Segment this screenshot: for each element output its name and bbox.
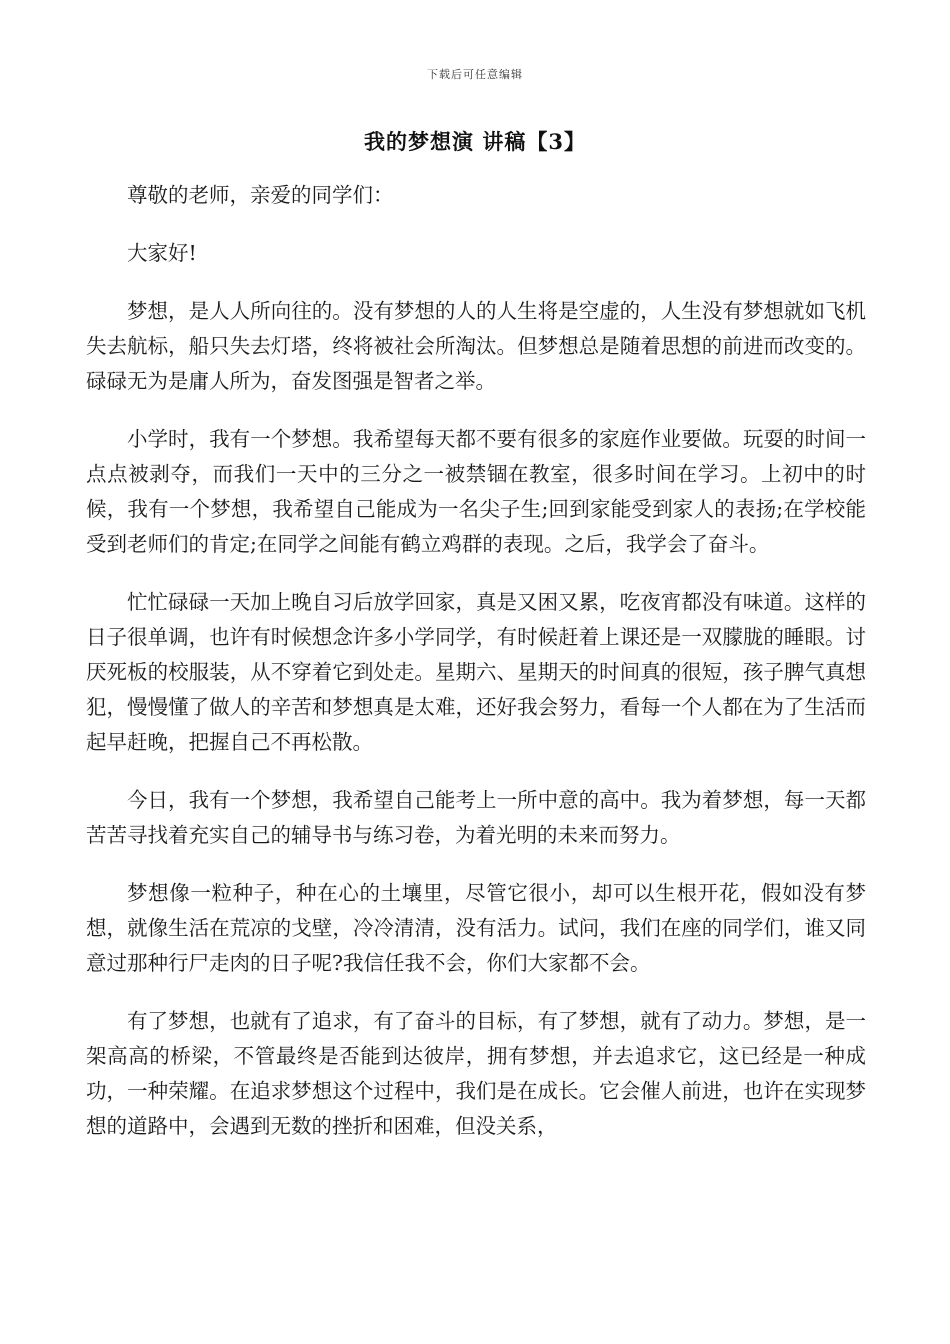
paragraph: 今日，我有一个梦想，我希望自己能考上一所中意的高中。我为着梦想，每一天都苦苦寻找着充实自己的辅导书与练习卷，为着光明的未来而努力。: [86, 788, 866, 847]
header-note: 下载后可任意编辑: [427, 68, 523, 81]
paragraph: 有了梦想，也就有了追求，有了奋斗的目标，有了梦想，就有了动力。梦想，是一架高高的桥梁，不管最终是否能到达彼岸，拥有梦想，并去追求它，这已经是一种成功，一种荣耀。在追求梦想这个过程中，我们是在成长。它会催人前进，也许在实现梦想的道路中，会遇到无数的挫折和困难，但没关系，: [86, 1009, 866, 1138]
paragraph: 梦想像一粒种子，种在心的土壤里，尽管它很小，却可以生根开花，假如没有梦想，就像生活在荒凉的戈壁，冷冷清清，没有活力。试问，我们在座的同学们，谁又同意过那种行尸走肉的日子呢?我信任我不会，你们大家都不会。: [86, 881, 866, 975]
page-title: 我的梦想演 讲稿【3】: [364, 129, 586, 154]
paragraph-salutation: 尊敬的老师，亲爱的同学们：: [127, 183, 394, 207]
paragraph-greeting: 大家好!: [127, 241, 197, 265]
paragraph: 梦想，是人人所向往的。没有梦想的人的人生将是空虚的，人生没有梦想就如飞机失去航标，船只失去灯塔，终将被社会所淘汰。但梦想总是随着思想的前进而改变的。碌碌无为是庸人所为，奋发图强是智者之举。: [86, 299, 866, 393]
paragraph: 忙忙碌碌一天加上晚自习后放学回家，真是又困又累，吃夜宵都没有味道。这样的日子很单调，也许有时候想念许多小学同学，有时候赶着上课还是一双朦胧的睡眼。讨厌死板的校服装，从不穿着它到处走。星期六、星期天的时间真的很短，孩子脾气真想犯，慢慢懂了做人的辛苦和梦想真是太难，还好我会努力，看每一个人都在为了生活而起早赶晚，把握自己不再松散。: [86, 590, 866, 754]
document-body: [86, 178, 866, 1167]
paragraph: 小学时，我有一个梦想。我希望每天都不要有很多的家庭作业要做。玩耍的时间一点点被剥夺，而我们一天中的三分之一被禁锢在教室，很多时间在学习。上初中的时候，我有一个梦想，我希望自己能成为一名尖子生;回到家能受到家人的表扬;在学校能受到老师们的肯定;在同学之间能有鹤立鸡群的表现。之后，我学会了奋斗。: [86, 427, 866, 556]
